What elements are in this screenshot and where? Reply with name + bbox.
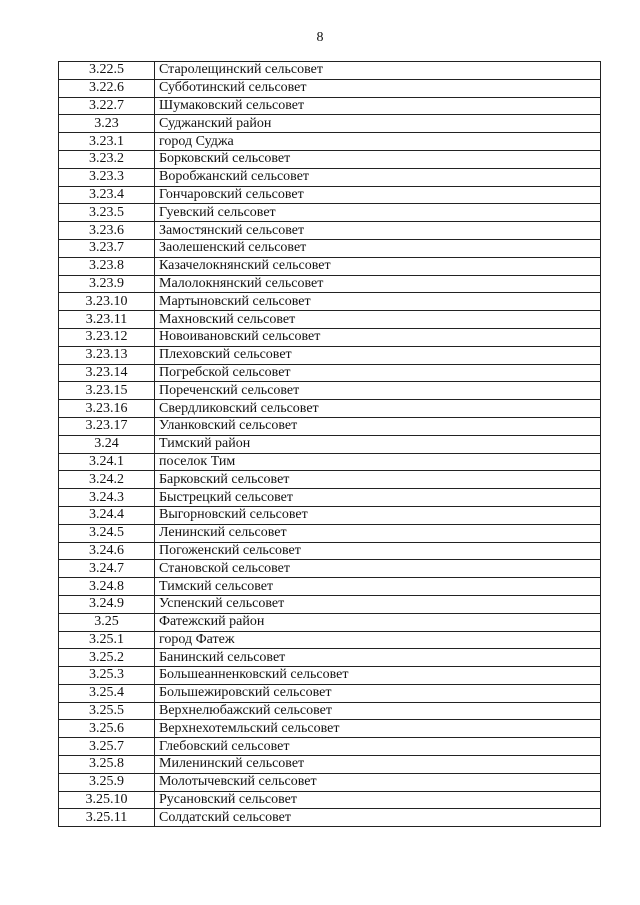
row-code-cell: 3.23.11	[59, 311, 155, 329]
row-code-cell: 3.25.1	[59, 631, 155, 649]
table-row	[59, 275, 601, 293]
table-row	[59, 773, 601, 791]
table-row	[59, 133, 601, 151]
table-row	[59, 168, 601, 186]
row-name-cell: Махновский сельсовет	[155, 311, 601, 329]
row-name-cell: Новоивановский сельсовет	[155, 328, 601, 346]
row-name-cell: Глебовский сельсовет	[155, 738, 601, 756]
table-row	[59, 435, 601, 453]
table-row	[59, 79, 601, 97]
table-row	[59, 667, 601, 685]
table-row	[59, 382, 601, 400]
row-code-cell: 3.25.7	[59, 738, 155, 756]
municipality-table	[58, 61, 601, 827]
row-code-cell: 3.25.11	[59, 809, 155, 827]
row-name-cell: Плеховский сельсовет	[155, 346, 601, 364]
row-code-cell: 3.25.9	[59, 773, 155, 791]
table-row	[59, 257, 601, 275]
row-code-cell: 3.23.3	[59, 168, 155, 186]
row-name-cell: Барковский сельсовет	[155, 471, 601, 489]
row-code-cell: 3.25.6	[59, 720, 155, 738]
row-code-cell: 3.25.2	[59, 649, 155, 667]
table-row	[59, 97, 601, 115]
row-name-cell: Свердликовский сельсовет	[155, 400, 601, 418]
table-row	[59, 204, 601, 222]
row-code-cell: 3.24.9	[59, 595, 155, 613]
row-code-cell: 3.23.1	[59, 133, 155, 151]
table-row	[59, 756, 601, 774]
row-name-cell: Гуевский сельсовет	[155, 204, 601, 222]
row-code-cell: 3.25.5	[59, 702, 155, 720]
row-name-cell: Пореченский сельсовет	[155, 382, 601, 400]
row-code-cell: 3.23.9	[59, 275, 155, 293]
row-name-cell: Становской сельсовет	[155, 560, 601, 578]
row-name-cell: Воробжанский сельсовет	[155, 168, 601, 186]
table-row	[59, 489, 601, 507]
row-name-cell: Заолешенский сельсовет	[155, 239, 601, 257]
row-code-cell: 3.22.7	[59, 97, 155, 115]
row-code-cell: 3.23.7	[59, 239, 155, 257]
table-row	[59, 542, 601, 560]
row-name-cell: Ленинский сельсовет	[155, 524, 601, 542]
row-code-cell: 3.25.4	[59, 684, 155, 702]
table-row	[59, 631, 601, 649]
row-name-cell: поселок Тим	[155, 453, 601, 471]
table-row	[59, 400, 601, 418]
table-row	[59, 62, 601, 80]
row-code-cell: 3.23.15	[59, 382, 155, 400]
row-name-cell: Солдатский сельсовет	[155, 809, 601, 827]
row-code-cell: 3.23.12	[59, 328, 155, 346]
page-number: 8	[316, 30, 324, 45]
table-row	[59, 311, 601, 329]
row-name-cell: Быстрецкий сельсовет	[155, 489, 601, 507]
row-code-cell: 3.22.5	[59, 62, 155, 80]
row-name-cell: Погребской сельсовет	[155, 364, 601, 382]
municipality-table-body	[59, 62, 601, 827]
table-row	[59, 720, 601, 738]
table-row	[59, 595, 601, 613]
row-name-cell: Большежировский сельсовет	[155, 684, 601, 702]
row-name-cell: Верхнехотемльский сельсовет	[155, 720, 601, 738]
table-row	[59, 506, 601, 524]
table-row	[59, 649, 601, 667]
row-name-cell: Выгорновский сельсовет	[155, 506, 601, 524]
row-code-cell: 3.23.4	[59, 186, 155, 204]
row-name-cell: Верхнелюбажский сельсовет	[155, 702, 601, 720]
row-code-cell: 3.23.8	[59, 257, 155, 275]
row-name-cell: город Суджа	[155, 133, 601, 151]
row-name-cell: Большеанненковский сельсовет	[155, 667, 601, 685]
row-name-cell: Субботинский сельсовет	[155, 79, 601, 97]
table-row	[59, 613, 601, 631]
row-code-cell: 3.24.1	[59, 453, 155, 471]
row-name-cell: Тимский район	[155, 435, 601, 453]
row-code-cell: 3.25.3	[59, 667, 155, 685]
row-code-cell: 3.25.10	[59, 791, 155, 809]
row-code-cell: 3.24.5	[59, 524, 155, 542]
row-name-cell: Малолокнянский сельсовет	[155, 275, 601, 293]
table-row	[59, 524, 601, 542]
table-row	[59, 684, 601, 702]
row-name-cell: Замостянский сельсовет	[155, 222, 601, 240]
table-row	[59, 328, 601, 346]
table-row	[59, 578, 601, 596]
row-name-cell: Уланковский сельсовет	[155, 417, 601, 435]
table-row	[59, 702, 601, 720]
row-code-cell: 3.24.4	[59, 506, 155, 524]
row-name-cell: Старолещинский сельсовет	[155, 62, 601, 80]
table-row	[59, 471, 601, 489]
row-code-cell: 3.23.10	[59, 293, 155, 311]
row-code-cell: 3.24.6	[59, 542, 155, 560]
row-code-cell: 3.24.7	[59, 560, 155, 578]
table-row	[59, 791, 601, 809]
row-code-cell: 3.23.5	[59, 204, 155, 222]
table-row	[59, 222, 601, 240]
row-name-cell: Фатежский район	[155, 613, 601, 631]
table-row	[59, 453, 601, 471]
row-code-cell: 3.25.8	[59, 756, 155, 774]
row-code-cell: 3.25	[59, 613, 155, 631]
row-code-cell: 3.24.2	[59, 471, 155, 489]
row-code-cell: 3.23.13	[59, 346, 155, 364]
row-name-cell: Миленинский сельсовет	[155, 756, 601, 774]
row-name-cell: Шумаковский сельсовет	[155, 97, 601, 115]
row-code-cell: 3.22.6	[59, 79, 155, 97]
table-row	[59, 293, 601, 311]
row-code-cell: 3.23.16	[59, 400, 155, 418]
table-row	[59, 364, 601, 382]
row-name-cell: Борковский сельсовет	[155, 150, 601, 168]
row-name-cell: Молотычевский сельсовет	[155, 773, 601, 791]
row-name-cell: Банинский сельсовет	[155, 649, 601, 667]
row-code-cell: 3.23.6	[59, 222, 155, 240]
table-row	[59, 738, 601, 756]
row-name-cell: Тимский сельсовет	[155, 578, 601, 596]
row-code-cell: 3.23.2	[59, 150, 155, 168]
row-name-cell: Русановский сельсовет	[155, 791, 601, 809]
row-code-cell: 3.24	[59, 435, 155, 453]
table-row	[59, 346, 601, 364]
row-name-cell: Мартыновский сельсовет	[155, 293, 601, 311]
row-name-cell: город Фатеж	[155, 631, 601, 649]
row-name-cell: Погоженский сельсовет	[155, 542, 601, 560]
row-code-cell: 3.23.14	[59, 364, 155, 382]
row-name-cell: Казачелокнянский сельсовет	[155, 257, 601, 275]
row-code-cell: 3.24.8	[59, 578, 155, 596]
row-code-cell: 3.24.3	[59, 489, 155, 507]
table-row	[59, 809, 601, 827]
table-row	[59, 560, 601, 578]
table-row	[59, 115, 601, 133]
row-name-cell: Суджанский район	[155, 115, 601, 133]
row-code-cell: 3.23	[59, 115, 155, 133]
row-name-cell: Успенский сельсовет	[155, 595, 601, 613]
table-row	[59, 239, 601, 257]
table-row	[59, 417, 601, 435]
table-row	[59, 186, 601, 204]
table-row	[59, 150, 601, 168]
row-name-cell: Гончаровский сельсовет	[155, 186, 601, 204]
row-code-cell: 3.23.17	[59, 417, 155, 435]
